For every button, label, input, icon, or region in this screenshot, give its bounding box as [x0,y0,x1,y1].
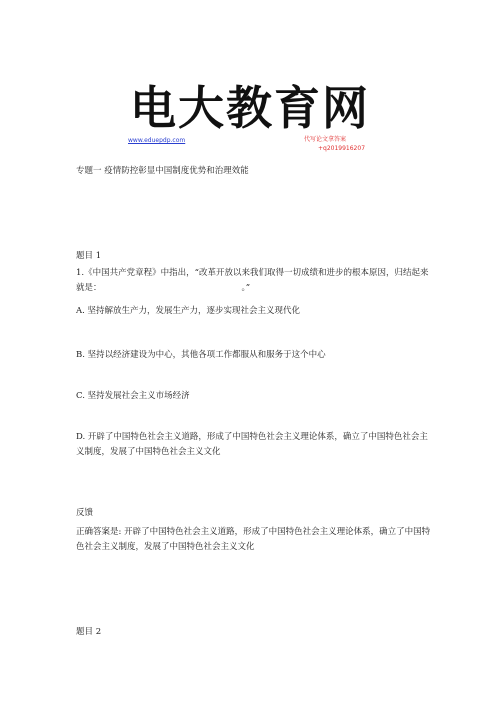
question-2-label: 题目 2 [76,627,102,637]
question-1-text-part1: 1.《中国共产党章程》中指出，“改革开放以来我们取得一切成绩和进步的根本原因，归结起来就是： [76,268,429,293]
correct-answer: 正确答案是: 开辟了中国特色社会主义道路，形成了中国特色社会主义理论体系，确立了中国特色社会主义制度，发展了中国特色社会主义文化 [76,527,431,552]
option-c[interactable]: C. 坚持发展社会主义市场经济 [76,391,190,401]
option-d[interactable]: D. 开辟了中国特色社会主义道路，形成了中国特色社会主义理论体系，确立了中国特色社会主义制度，发展了中国特色社会主义文化 [76,432,428,457]
site-logo: 电大教育网 [130,81,370,135]
option-a[interactable]: A. 坚持解放生产力，发展生产力，逐步实现社会主义现代化 [76,306,301,316]
promo-text [304,135,365,153]
option-b[interactable]: B. 坚持以经济建设为中心，其他各项工作都服从和服务于这个中心 [76,350,326,360]
topic-heading: 专题一 疫情防控彰显中国制度优势和治理效能 [76,166,249,176]
site-link[interactable]: www.eduepdp.com [128,137,186,144]
promo-line-1: 代写论文拿答案 [304,136,347,143]
promo-contact: +q2019916207 [318,145,366,152]
feedback-label: 反馈 [76,508,94,518]
question-1-text-part2: 。” [241,283,251,293]
question-1-label: 题目 1 [76,251,102,261]
question-1-text [76,266,436,296]
